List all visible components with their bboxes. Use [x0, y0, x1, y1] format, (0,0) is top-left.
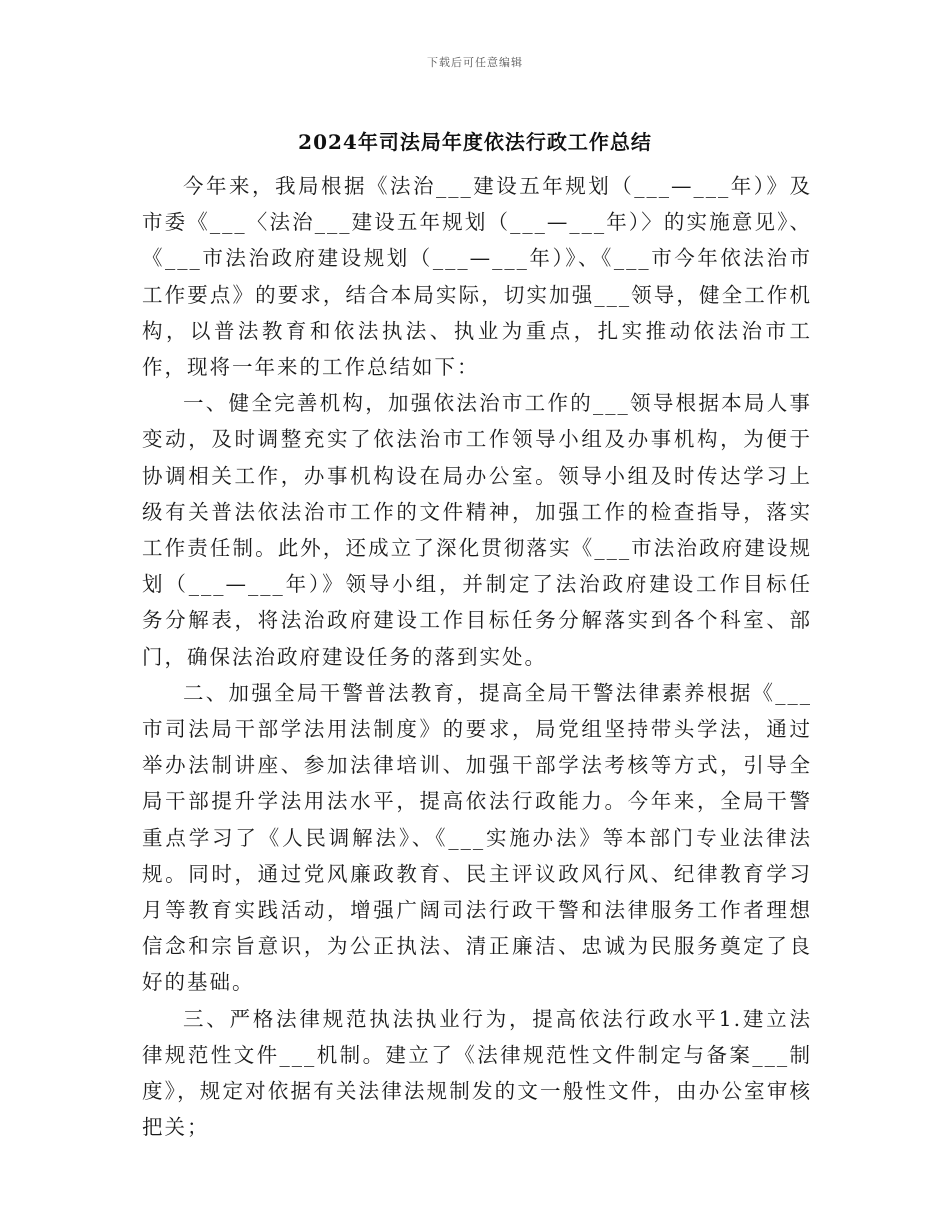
header-note: 下载后可任意编辑 [427, 56, 523, 69]
document-body [142, 168, 812, 1145]
paragraph-section-2: 二、加强全局干警普法教育，提高全局干警法律素养根据《___市司法局干部学法用法制度》的要求，局党组坚持带头学法，通过举办法制讲座、参加法律培训、加强干部学法考核等方式，引导全局干部提升学法用法水平，提高依法行政能力。今年来，全局干警重点学习了《人民调解法》、《___实施办法》等本部门专业法律法规。同时，通过党风廉政教育、民主评议政风行风、纪律教育学习月等教育实践活动，增强广阔司法行政干警和法律服务工作者理想信念和宗旨意识，为公正执法、清正廉洁、忠诚为民服务奠定了良好的基础。 [142, 680, 812, 995]
paragraph-section-1: 一、健全完善机构，加强依法治市工作的___领导根据本局人事变动，及时调整充实了依法治市工作领导小组及办事机构，为便于协调相关工作，办事机构设在局办公室。领导小组及时传达学习上级有关普法依法治市工作的文件精神，加强工作的检查指导，落实工作责任制。此外，还成立了深化贯彻落实《___市法治政府建设规划（___—___年）》领导小组，并制定了法治政府建设工作目标任务分解表，将法治政府建设工作目标任务分解落实到各个科室、部门，确保法治政府建设任务的落到实处。 [142, 391, 812, 669]
paragraph-section-3: 三、严格法律规范执法执业行为，提高依法行政水平1.建立法律规范性文件___机制。建立了《法律规范性文件制定与备案___制度》，规定对依据有关法律法规制发的文一般性文件，由办公室审核把关； [142, 1006, 812, 1140]
paragraph-intro: 今年来，我局根据《法治___建设五年规划（___—___年）》及市委《___〈法治___建设五年规划（___—___年）〉的实施意见》、《___市法治政府建设规划（___—___年）》、《___市今年依法治市工作要点》的要求，结合本局实际，切实加强___领导，健全工作机构，以普法教育和依法执法、执业为重点，扎实推动依法治市工作，现将一年来的工作总结如下： [142, 174, 812, 380]
document-title: 2024年司法局年度依法行政工作总结 [298, 130, 652, 154]
